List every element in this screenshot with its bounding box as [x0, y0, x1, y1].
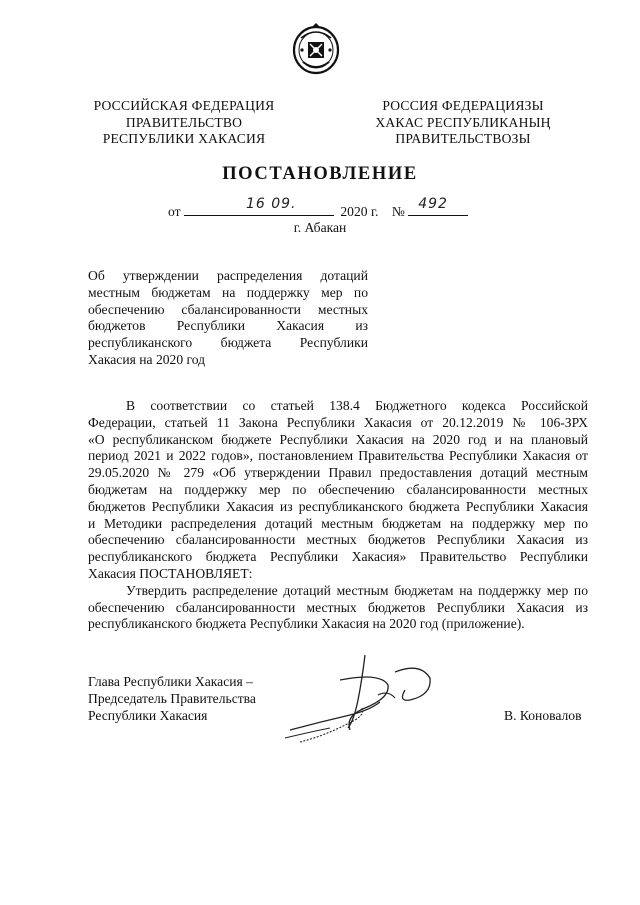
header-right-line: ПРАВИТЕЛЬСТВОЗЫ [395, 131, 531, 146]
body-line: Утвердить распределение дотаций местным бюджетам на поддержку мер по [126, 582, 588, 598]
body-line: 29.05.2020 № 279 «Об утверждении Правил предоставления дотаций местным [88, 465, 588, 481]
city: г. Абакан [293, 220, 347, 235]
header-right-line: РОССИЯ ФЕДЕРАЦИЯЗЫ [382, 98, 544, 113]
body-line: Хакасия ПОСТАНОВЛЯЕТ: [88, 565, 253, 581]
body-line: период 2021 и 2022 годов», постановлением Правительства Республики Хакасия от [88, 448, 588, 464]
signatory-title-line: Республики Хакасия [88, 708, 208, 723]
header-left-line: РОССИЙСКАЯ ФЕДЕРАЦИЯ [93, 98, 275, 113]
signatory-title-line: Глава Республики Хакасия – [88, 674, 253, 689]
body-line: обеспечению сбалансированности местных бюджетов Республики Хакасия из [88, 599, 588, 615]
subject-block [88, 268, 368, 369]
subject-line: бюджетов Республики Хакасия из [88, 318, 368, 334]
date-line [168, 196, 468, 220]
header-left-line: РЕСПУБЛИКИ ХАКАСИЯ [102, 131, 266, 146]
subject-line: Хакасия на 2020 год [88, 351, 206, 367]
header-right [368, 98, 558, 148]
subject-line: местным бюджетам на поддержку мер по [88, 284, 368, 300]
signatory-name: В. Коновалов [504, 708, 582, 723]
date-blank [184, 196, 334, 216]
signatory-title-line: Председатель Правительства [88, 691, 256, 706]
number-handwritten: 492 [418, 196, 448, 212]
document-title: ПОСТАНОВЛЕНИЕ [222, 164, 418, 184]
date-handwritten: 16 09. [245, 196, 297, 212]
subject-line: Об утверждении распределения дотаций [88, 268, 368, 283]
body-line: В соответствии со статьей 138.4 Бюджетного кодекса Российской [126, 398, 588, 413]
body-line: «О республиканском бюджете Республики Хакасия на 2020 год и на плановый [88, 431, 588, 447]
emblem-seal-icon [291, 22, 341, 76]
header-left [84, 98, 284, 148]
body-text [88, 398, 588, 633]
body-line: обеспечению сбалансированности местных бюджетов Республики Хакасия из [88, 532, 588, 548]
body-line: бюджетам на поддержку мер по обеспечению сбалансированности местных [88, 481, 588, 497]
number-blank [408, 196, 468, 216]
handwritten-signature [270, 650, 450, 750]
body-line: республиканского бюджета Республики Хакасия на 2020 год (приложение). [88, 616, 525, 632]
body-line: Федерации, статьей 11 Закона Республики Хакасия от 20.12.2019 № 106-ЗРХ [88, 414, 588, 430]
header-left-line: ПРАВИТЕЛЬСТВО [125, 114, 243, 130]
subject-line: обеспечению сбалансированности местных [88, 301, 368, 317]
signatory-title [88, 673, 256, 724]
body-line: бюджетов Республики Хакасия из республиканского бюджета Республики Хакасия [88, 498, 588, 514]
date-year: 2020 г. [340, 204, 379, 219]
body-line: и Методики распределения дотаций местным бюджетам на поддержку мер по [88, 515, 588, 531]
date-prefix: от [168, 204, 181, 219]
body-line: республиканского бюджета Республики Хакасия» Правительство Республики [88, 549, 588, 565]
number-sign: № [391, 204, 405, 219]
subject-line: республиканского бюджета Республики [88, 335, 368, 351]
header-right-line: ХАКАС РЕСПУБЛИКАНЫҢ [375, 114, 551, 130]
